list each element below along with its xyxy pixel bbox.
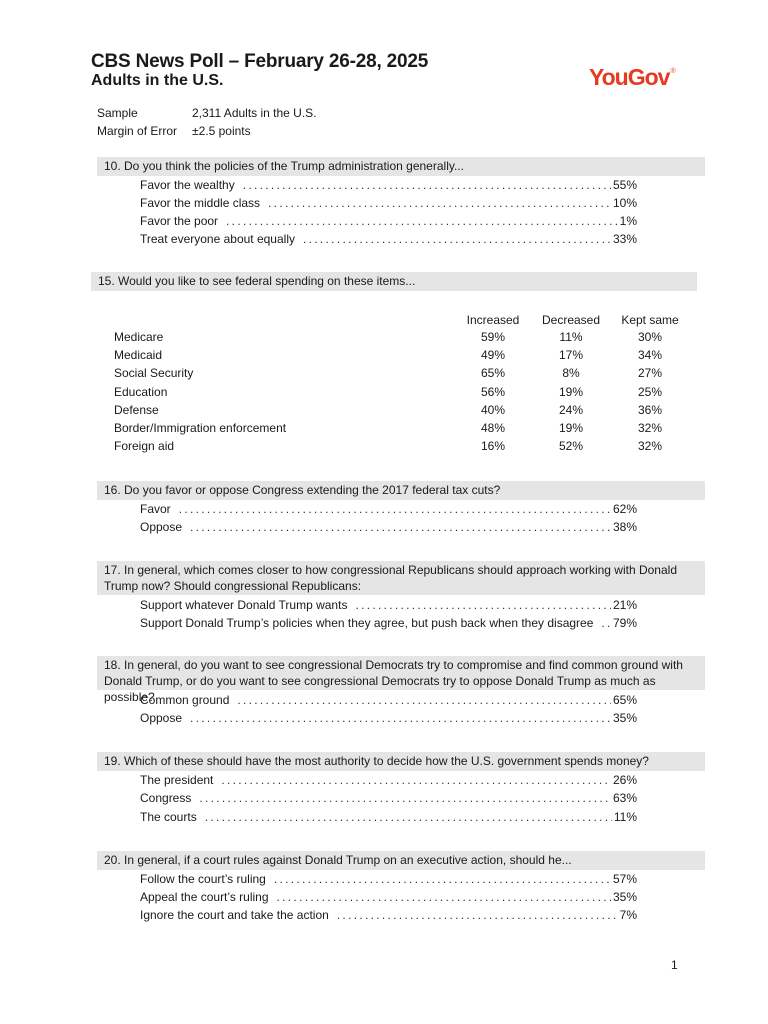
q10-row-value: 10% <box>612 196 637 210</box>
q15-cell: 32% <box>637 439 663 453</box>
q15-cell: 40% <box>480 403 506 417</box>
page-subtitle: Adults in the U.S. <box>91 72 224 89</box>
q19-row-label: The president <box>140 773 214 787</box>
q19-row-congress <box>140 791 637 806</box>
moe-label: Margin of Error <box>97 124 178 138</box>
q15-row-label: Defense <box>114 403 159 417</box>
q17-row-label: Support Donald Trump’s policies when they agree, but push back when they disagree <box>140 616 594 630</box>
q15-row-defense <box>114 403 714 418</box>
q20-row-value: 57% <box>612 872 637 886</box>
dot-leader <box>355 598 611 613</box>
q18-row-oppose <box>140 711 637 726</box>
dot-leader <box>205 810 612 825</box>
q10-row-favor-poor <box>140 214 637 229</box>
q19-row-label: Congress <box>140 791 192 805</box>
q15-column-headers <box>0 313 768 328</box>
dot-leader <box>190 711 611 726</box>
q10-row-label: Treat everyone about equally <box>140 232 295 246</box>
q17-row-push-back <box>140 616 637 631</box>
dot-leader <box>337 908 618 923</box>
dot-leader <box>303 232 611 247</box>
dot-leader <box>243 178 611 193</box>
q15-cell: 17% <box>558 348 584 362</box>
sample-line <box>97 106 317 120</box>
q18-row-common-ground <box>140 693 637 708</box>
q15-row-foreign-aid <box>114 439 714 454</box>
q15-cell: 8% <box>562 366 580 380</box>
q20-row-label: Ignore the court and take the action <box>140 908 329 922</box>
logo-registered-mark: ® <box>670 68 675 75</box>
q15-cell: 56% <box>480 385 506 399</box>
q15-row-label: Medicaid <box>114 348 163 362</box>
q15-col-increased: Increased <box>466 313 520 327</box>
q15-col-kept-same: Kept same <box>621 313 679 327</box>
q16-row-oppose <box>140 520 637 535</box>
q10-row-value: 33% <box>612 232 637 246</box>
q15-cell: 65% <box>480 366 506 380</box>
question-17-header: 17. In general, which comes closer to how congressional Republicans should approach working with Donald Trump now? Should congressional Republicans: <box>97 561 705 595</box>
q19-row-label: The courts <box>140 810 197 824</box>
q17-row-label: Support whatever Donald Trump wants <box>140 598 348 612</box>
q15-row-label: Social Security <box>114 366 194 380</box>
page-number: 1 <box>671 958 678 972</box>
dot-leader <box>226 214 618 229</box>
question-10-header: 10. Do you think the policies of the Trump administration generally... <box>97 157 705 176</box>
q15-cell: 52% <box>558 439 584 453</box>
q15-cell: 30% <box>637 330 663 344</box>
logo-text: YouGov <box>589 64 670 90</box>
q15-cell: 49% <box>480 348 506 362</box>
q15-cell: 27% <box>637 366 663 380</box>
q15-cell: 34% <box>637 348 663 362</box>
q15-row-border-immigration <box>114 421 714 436</box>
q18-row-value: 65% <box>612 693 637 707</box>
q15-row-label: Border/Immigration enforcement <box>114 421 287 435</box>
moe-value: ±2.5 points <box>192 124 251 138</box>
q15-cell: 16% <box>480 439 506 453</box>
dot-leader <box>268 196 611 211</box>
q15-row-education <box>114 385 714 400</box>
q15-row-social-security <box>114 366 714 381</box>
q19-row-courts <box>140 810 637 825</box>
q19-row-president <box>140 773 637 788</box>
q19-row-value: 63% <box>612 791 637 805</box>
q10-row-favor-wealthy <box>140 178 637 193</box>
sample-value: 2,311 Adults in the U.S. <box>192 106 317 120</box>
q18-row-label: Oppose <box>140 711 183 725</box>
q17-row-value: 79% <box>612 616 637 630</box>
q10-row-label: Favor the poor <box>140 214 219 228</box>
q20-row-label: Appeal the court’s ruling <box>140 890 269 904</box>
yougov-logo <box>589 64 674 91</box>
q19-row-value: 26% <box>612 773 637 787</box>
q15-cell: 32% <box>637 421 663 435</box>
q15-cell: 36% <box>637 403 663 417</box>
q20-row-ignore <box>140 908 637 923</box>
q16-row-value: 62% <box>612 502 637 516</box>
q10-row-favor-middle-class <box>140 196 637 211</box>
q10-row-label: Favor the wealthy <box>140 178 235 192</box>
margin-of-error-line <box>97 124 251 138</box>
q16-row-label: Favor <box>140 502 171 516</box>
q15-cell: 19% <box>558 385 584 399</box>
dot-leader <box>274 872 611 887</box>
q15-cell: 24% <box>558 403 584 417</box>
q15-cell: 19% <box>558 421 584 435</box>
q19-row-value: 11% <box>613 810 637 824</box>
question-19-header: 19. Which of these should have the most authority to decide how the U.S. government spends money? <box>97 752 705 771</box>
sample-label: Sample <box>97 106 138 120</box>
q18-row-label: Common ground <box>140 693 230 707</box>
q20-row-follow <box>140 872 637 887</box>
question-20-header: 20. In general, if a court rules against Donald Trump on an executive action, should he... <box>97 851 705 870</box>
q15-col-decreased: Decreased <box>541 313 601 327</box>
q15-cell: 59% <box>480 330 506 344</box>
q16-row-value: 38% <box>612 520 637 534</box>
q15-row-label: Education <box>114 385 168 399</box>
dot-leader <box>199 791 611 806</box>
q17-row-support-whatever <box>140 598 637 613</box>
q15-cell: 11% <box>559 330 583 344</box>
q10-row-label: Favor the middle class <box>140 196 261 210</box>
q20-row-value: 7% <box>619 908 637 922</box>
question-16-header: 16. Do you favor or oppose Congress extending the 2017 federal tax cuts? <box>97 481 705 500</box>
dot-leader <box>221 773 611 788</box>
page-title: CBS News Poll – February 26-28, 2025 <box>91 51 429 72</box>
dot-leader <box>190 520 611 535</box>
q15-row-label: Medicare <box>114 330 164 344</box>
q20-row-value: 35% <box>612 890 637 904</box>
q10-row-treat-equally <box>140 232 637 247</box>
dot-leader <box>179 502 611 517</box>
dot-leader <box>601 616 611 631</box>
dot-leader <box>277 890 611 905</box>
q10-row-value: 1% <box>619 214 637 228</box>
q18-row-value: 35% <box>612 711 637 725</box>
q16-row-favor <box>140 502 637 517</box>
dot-leader <box>237 693 611 708</box>
q15-row-medicaid <box>114 348 714 363</box>
q20-row-appeal <box>140 890 637 905</box>
q15-cell: 48% <box>480 421 506 435</box>
q10-row-value: 55% <box>612 178 637 192</box>
question-15-header: 15. Would you like to see federal spending on these items... <box>91 272 697 291</box>
q20-row-label: Follow the court’s ruling <box>140 872 266 886</box>
q15-cell: 25% <box>637 385 663 399</box>
q15-row-medicare <box>114 330 714 345</box>
q17-row-value: 21% <box>612 598 637 612</box>
q15-row-label: Foreign aid <box>114 439 175 453</box>
q16-row-label: Oppose <box>140 520 183 534</box>
question-18-header: 18. In general, do you want to see congressional Democrats try to compromise and find common ground with Donald Trump, or do you want to see congressional Democrats try to oppose Donald Trump as much as possible? <box>97 656 705 690</box>
